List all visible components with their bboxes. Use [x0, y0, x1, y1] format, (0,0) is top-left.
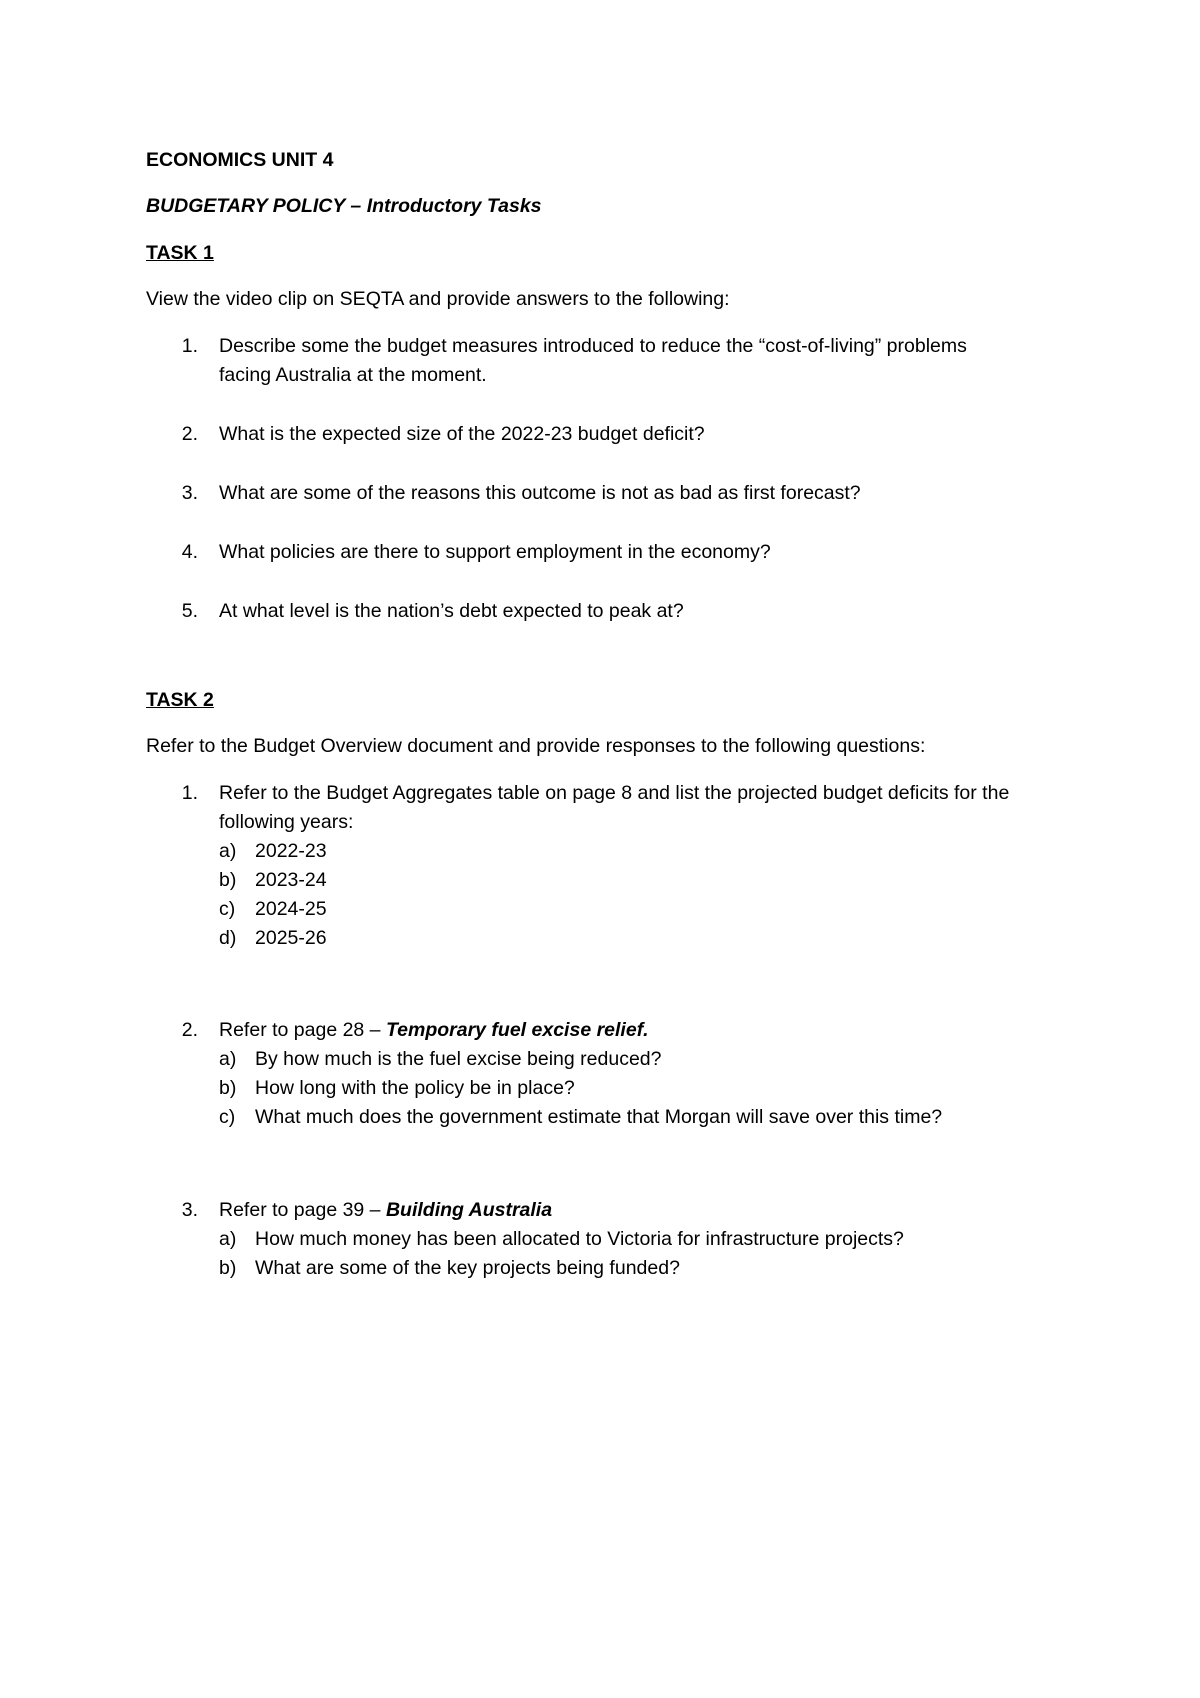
sub-item-text: 2023-24: [255, 869, 327, 891]
task2-intro: Refer to the Budget Overview document and provide responses to the following questions:: [146, 735, 926, 757]
document-subtitle: BUDGETARY POLICY – Introductory Tasks: [146, 195, 542, 217]
question-text-continued: following years:: [219, 811, 354, 833]
question-text: Describe some the budget measures introduced to reduce the “cost-of-living” problems: [219, 335, 967, 357]
sub-item-text: How long with the policy be in place?: [255, 1077, 575, 1099]
task1-intro: View the video clip on SEQTA and provide answers to the following:: [146, 288, 730, 310]
document-title: ECONOMICS UNIT 4: [146, 149, 334, 171]
question-text: Refer to the Budget Aggregates table on page 8 and list the projected budget deficits for the: [219, 782, 1010, 804]
sub-item-letter: c): [219, 1106, 236, 1128]
sub-item-text: 2025-26: [255, 927, 327, 949]
sub-item-text: 2024-25: [255, 898, 327, 920]
question-emphasis: Building Australia: [385, 1199, 553, 1221]
sub-item-letter: a): [219, 840, 237, 862]
question-text: What are some of the reasons this outcome is not as bad as first forecast?: [219, 482, 861, 504]
question-text: What policies are there to support employment in the economy?: [219, 541, 771, 563]
question-text: What is the expected size of the 2022-23 budget deficit?: [219, 423, 705, 445]
question-number: 2.: [181, 1019, 198, 1041]
question-number: 4.: [181, 541, 198, 563]
sub-item-text: 2022-23: [255, 840, 327, 862]
question-text-continued: facing Australia at the moment.: [219, 364, 487, 386]
sub-item-letter: b): [219, 869, 237, 891]
sub-item-text: What are some of the key projects being funded?: [255, 1257, 680, 1279]
question-number: 1.: [181, 335, 198, 357]
sub-item-letter: a): [219, 1048, 237, 1070]
sub-item-letter: a): [219, 1228, 237, 1250]
question-emphasis: Temporary fuel excise relief.: [385, 1019, 649, 1041]
question-prefix: Refer to page 39 –: [219, 1199, 386, 1221]
question-prefix: Refer to page 28 –: [219, 1019, 386, 1041]
task2-heading: TASK 2: [146, 689, 214, 711]
question-number: 2.: [181, 423, 198, 445]
question-number: 3.: [181, 1199, 198, 1221]
sub-item-letter: b): [219, 1257, 237, 1279]
sub-item-text: What much does the government estimate that Morgan will save over this time?: [255, 1106, 943, 1128]
task1-heading: TASK 1: [146, 242, 214, 264]
question-number: 3.: [181, 482, 198, 504]
sub-item-text: How much money has been allocated to Victoria for infrastructure projects?: [255, 1228, 904, 1250]
sub-item-letter: c): [219, 898, 236, 920]
question-number: 1.: [181, 782, 198, 804]
question-number: 5.: [181, 600, 198, 622]
sub-item-letter: b): [219, 1077, 237, 1099]
question-text: At what level is the nation’s debt expected to peak at?: [219, 600, 684, 622]
question-text: [219, 1196, 552, 1224]
sub-item-text: By how much is the fuel excise being reduced?: [255, 1048, 662, 1070]
question-text: [219, 1016, 649, 1044]
sub-item-letter: d): [219, 927, 237, 949]
